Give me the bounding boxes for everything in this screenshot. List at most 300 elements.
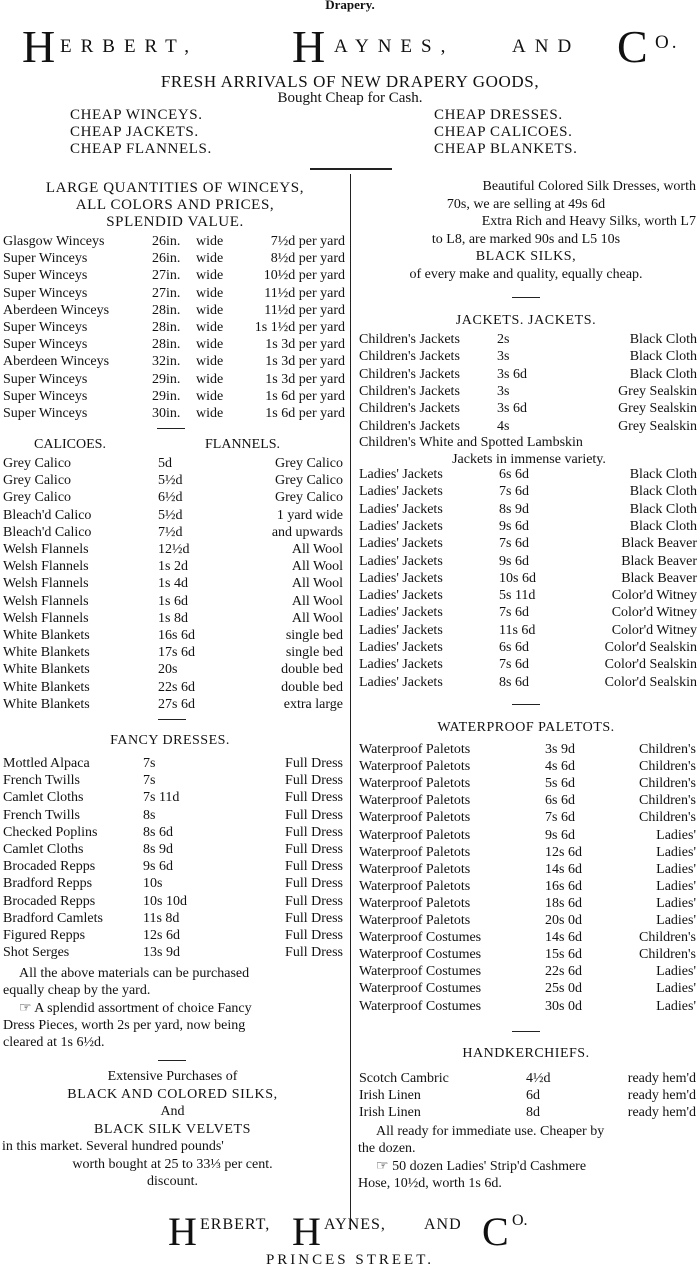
item-name: Waterproof Paletots bbox=[359, 913, 471, 928]
item-note: Full Dress bbox=[285, 876, 343, 892]
item-price: 22s 6d bbox=[545, 964, 582, 980]
item-name: Welsh Flannels bbox=[3, 593, 89, 609]
table-row bbox=[3, 524, 343, 541]
footer-initial-h2: H bbox=[292, 1209, 321, 1254]
item-width: 32in. bbox=[152, 354, 181, 370]
jackets-children-table bbox=[359, 331, 699, 435]
item-name: Ladies' Jackets bbox=[359, 570, 443, 586]
item-note: Children's bbox=[639, 793, 696, 809]
table-row bbox=[3, 541, 343, 558]
silks-line: worth bought at 25 to 33⅓ per cent. bbox=[72, 1156, 273, 1172]
item-note: All Wool bbox=[291, 576, 343, 592]
item-name: Super Winceys bbox=[3, 371, 88, 387]
item-price: 9s 6d bbox=[545, 827, 575, 843]
item-width: 28in. bbox=[152, 337, 181, 353]
item-price: 1s 4d bbox=[158, 576, 188, 592]
item-name: White Blankets bbox=[3, 679, 90, 695]
item-note: Children's bbox=[639, 776, 696, 792]
item-name: Waterproof Paletots bbox=[359, 844, 471, 860]
item-price: 7½d bbox=[158, 524, 183, 540]
cheap-right-item: CHEAP BLANKETS. bbox=[434, 141, 578, 157]
note-line: Dress Pieces, worth 2s per yard, now being bbox=[3, 1018, 246, 1034]
item-name: Children's Jackets bbox=[359, 349, 460, 365]
item-wide: wide bbox=[196, 234, 224, 249]
note-line: Hose, 10½d, worth 1s 6d. bbox=[358, 1176, 502, 1192]
item-name: Waterproof Paletots bbox=[359, 861, 471, 877]
item-wide: wide bbox=[196, 406, 224, 421]
item-name: Waterproof Paletots bbox=[359, 827, 471, 843]
fancy-table bbox=[3, 755, 343, 965]
item-name: Waterproof Costumes bbox=[359, 930, 482, 946]
item-name: Figured Repps bbox=[3, 928, 86, 943]
silks-line: Extensive Purchases of bbox=[107, 1069, 238, 1084]
calicoes-table bbox=[3, 455, 343, 715]
item-note: Full Dress bbox=[285, 893, 343, 909]
item-price: 5½d bbox=[158, 507, 183, 523]
item-wide: wide bbox=[196, 285, 224, 301]
table-row bbox=[359, 861, 699, 878]
item-price: 14s 6d bbox=[545, 861, 582, 877]
divider bbox=[158, 1060, 186, 1061]
item-price: 10s bbox=[143, 876, 163, 892]
table-row bbox=[359, 466, 699, 483]
waterproof-table bbox=[359, 741, 699, 1021]
note-text: A splendid assortment of choice Fancy bbox=[34, 1001, 252, 1016]
item-price: 1s 8d bbox=[158, 610, 188, 626]
silks-block bbox=[0, 1068, 345, 1191]
cheap-left-item: CHEAP JACKETS. bbox=[70, 124, 199, 140]
hk-note-2 bbox=[358, 1158, 696, 1192]
right-intro bbox=[356, 178, 696, 283]
table-row bbox=[359, 622, 699, 639]
table-row bbox=[359, 980, 699, 997]
table-row bbox=[3, 696, 343, 713]
table-row bbox=[359, 366, 699, 383]
item-name: Children's Jackets bbox=[359, 401, 460, 417]
table-row bbox=[359, 792, 699, 809]
footer-word-1: ERBERT, bbox=[200, 1216, 271, 1233]
item-note: Black Cloth bbox=[629, 366, 697, 382]
footer-word-2: AYNES, bbox=[324, 1216, 386, 1233]
item-note: Black Cloth bbox=[629, 467, 697, 482]
table-row bbox=[3, 233, 347, 250]
section-tag: Drapery. bbox=[325, 0, 375, 12]
item-price: 7s 11d bbox=[143, 790, 180, 806]
item-note: double bed bbox=[281, 679, 343, 695]
intro-line: 70s, we are selling at 49s 6d bbox=[446, 196, 606, 212]
item-price: 3s 6d bbox=[497, 401, 527, 417]
item-price: 16s 6d bbox=[158, 628, 195, 643]
table-row bbox=[3, 285, 347, 302]
cheap-right-item: CHEAP CALICOES. bbox=[434, 124, 573, 140]
item-name: Super Winceys bbox=[3, 320, 88, 335]
item-price: 5½d bbox=[158, 473, 183, 489]
item-note: Black Cloth bbox=[629, 518, 697, 534]
item-name: Ladies' Jackets bbox=[359, 518, 443, 534]
table-row bbox=[359, 1087, 699, 1104]
item-name: Waterproof Paletots bbox=[359, 793, 471, 809]
item-name: Aberdeen Winceys bbox=[3, 354, 110, 370]
table-row bbox=[3, 336, 347, 353]
table-row bbox=[3, 824, 343, 841]
item-wide: wide bbox=[196, 337, 224, 353]
item-price: 1s 1½d per yard bbox=[254, 320, 345, 335]
item-name: Grey Calico bbox=[3, 490, 72, 506]
item-name: Super Winceys bbox=[3, 251, 88, 267]
item-price: 15s 6d bbox=[545, 947, 582, 963]
item-price: 12s 6d bbox=[143, 928, 180, 943]
table-row bbox=[3, 575, 343, 592]
item-note: Black Cloth bbox=[629, 484, 697, 500]
table-row bbox=[3, 789, 343, 806]
item-note: Ladies' bbox=[656, 981, 696, 997]
item-price: 30s 0d bbox=[545, 998, 582, 1014]
item-price: 11s 8d bbox=[143, 910, 180, 926]
item-note: Children's bbox=[639, 930, 696, 946]
item-wide: wide bbox=[196, 302, 224, 318]
item-name: Camlet Cloths bbox=[3, 790, 84, 806]
note-line: equally cheap by the yard. bbox=[3, 983, 151, 999]
table-row bbox=[3, 661, 343, 678]
item-price: 6s 6d bbox=[499, 640, 529, 655]
table-row bbox=[359, 775, 699, 792]
item-name: French Twills bbox=[3, 773, 80, 789]
item-price: 7s 6d bbox=[499, 657, 529, 673]
item-width: 29in. bbox=[152, 388, 181, 404]
item-name: Waterproof Paletots bbox=[359, 759, 471, 775]
footer-street: PRINCES STREET. bbox=[265, 1252, 435, 1268]
item-note: Ladies' bbox=[656, 913, 696, 928]
item-note: Full Dress bbox=[285, 773, 343, 789]
firm-word-2: AYNES, bbox=[334, 36, 455, 57]
firm-word-1: ERBERT, bbox=[60, 36, 199, 57]
item-price: 8s 9d bbox=[499, 501, 529, 517]
item-name: Ladies' Jackets bbox=[359, 640, 443, 655]
flannels-heading: FLANNELS. bbox=[205, 437, 281, 452]
table-row bbox=[359, 809, 699, 826]
item-price: 7s 6d bbox=[499, 605, 529, 621]
table-row bbox=[3, 353, 347, 370]
item-name: Super Winceys bbox=[3, 388, 88, 404]
item-name: Ladies' Jackets bbox=[359, 674, 443, 690]
divider bbox=[512, 297, 540, 298]
item-wide: wide bbox=[196, 320, 224, 335]
item-price: 7s 6d bbox=[499, 484, 529, 500]
item-name: Waterproof Costumes bbox=[359, 981, 482, 997]
table-row bbox=[359, 1070, 699, 1087]
waterproof-heading: WATERPROOF PALETOTS. bbox=[437, 720, 615, 735]
item-name: Ladies' Jackets bbox=[359, 657, 443, 673]
handkerchiefs-table bbox=[359, 1070, 699, 1124]
item-price: 3s bbox=[497, 349, 510, 365]
item-price: 6½d bbox=[158, 490, 183, 506]
item-price: 3s 6d bbox=[497, 366, 527, 382]
table-row bbox=[3, 893, 343, 910]
item-price: 20s bbox=[158, 662, 178, 678]
table-row bbox=[3, 755, 343, 772]
item-name: Brocaded Repps bbox=[3, 859, 96, 875]
item-wide: wide bbox=[196, 354, 224, 370]
item-name: Super Winceys bbox=[3, 268, 88, 284]
silks-line: discount. bbox=[147, 1174, 198, 1189]
item-note: Full Dress bbox=[285, 842, 343, 857]
intro-line: of every make and quality, equally cheap. bbox=[409, 266, 643, 282]
item-note: Grey Calico bbox=[274, 473, 343, 489]
note-line: All ready for immediate use. Cheaper by bbox=[376, 1124, 605, 1139]
item-width: 28in. bbox=[152, 302, 181, 318]
item-price: 7½d per yard bbox=[270, 234, 345, 249]
item-price: 8s 9d bbox=[143, 842, 173, 857]
firm-initial-h1: H bbox=[22, 21, 56, 72]
item-name: White Blankets bbox=[3, 628, 90, 643]
note-line: the dozen. bbox=[358, 1141, 416, 1157]
item-note: Color'd Witney bbox=[611, 605, 697, 621]
table-row bbox=[359, 604, 699, 621]
item-price: 8s 6d bbox=[143, 824, 173, 840]
item-price: 8d bbox=[526, 1105, 540, 1121]
item-note: Black Beaver bbox=[621, 570, 697, 586]
table-row bbox=[3, 944, 343, 961]
item-name: Super Winceys bbox=[3, 337, 88, 353]
item-price: 10s 10d bbox=[143, 893, 187, 909]
item-note: Grey Sealskin bbox=[618, 418, 697, 434]
table-row bbox=[359, 331, 699, 348]
item-width: 27in. bbox=[152, 268, 181, 284]
table-row bbox=[3, 489, 343, 506]
table-row bbox=[3, 472, 343, 489]
item-price: 1s 6d per yard bbox=[265, 406, 345, 421]
cheap-right-item: CHEAP DRESSES. bbox=[434, 107, 563, 123]
item-price: 11½d per yard bbox=[264, 285, 345, 301]
fancy-heading: FANCY DRESSES. bbox=[110, 733, 230, 748]
item-price: 4s bbox=[497, 418, 510, 434]
item-note: and upwards bbox=[271, 524, 343, 540]
divider bbox=[158, 719, 186, 720]
item-name: Children's Jackets bbox=[359, 383, 460, 399]
table-row bbox=[3, 644, 343, 661]
item-price: 6s 6d bbox=[545, 793, 575, 809]
jackets-white-line: Children's White and Spotted Lambskin bbox=[359, 435, 583, 450]
divider bbox=[512, 1031, 540, 1032]
item-name: Waterproof Costumes bbox=[359, 964, 482, 980]
table-row bbox=[359, 741, 699, 758]
item-name: Super Winceys bbox=[3, 406, 88, 421]
item-name: Ladies' Jackets bbox=[359, 588, 443, 604]
item-price: 25s 0d bbox=[545, 981, 582, 997]
item-note: Color'd Witney bbox=[611, 588, 697, 604]
item-note: 1 yard wide bbox=[276, 507, 343, 523]
cheap-right-list bbox=[434, 107, 577, 158]
item-name: Waterproof Paletots bbox=[359, 878, 471, 894]
item-note: Full Dress bbox=[285, 859, 343, 875]
item-price: 12s 6d bbox=[545, 844, 582, 860]
item-name: Waterproof Paletots bbox=[359, 742, 471, 757]
table-row bbox=[359, 400, 699, 417]
item-note: All Wool bbox=[291, 559, 343, 575]
table-row bbox=[359, 656, 699, 673]
table-row bbox=[359, 501, 699, 518]
item-name: Irish Linen bbox=[359, 1088, 421, 1104]
item-price: 1s 6d per yard bbox=[265, 388, 345, 404]
table-row bbox=[3, 371, 347, 388]
item-note: Ladies' bbox=[656, 895, 696, 911]
table-row bbox=[359, 878, 699, 895]
silks-line: BLACK AND COLORED SILKS, bbox=[67, 1086, 278, 1102]
item-price: 18s 6d bbox=[545, 895, 582, 911]
handkerchiefs-heading: HANDKERCHIEFS. bbox=[462, 1046, 590, 1061]
item-name: Scotch Cambric bbox=[359, 1071, 449, 1086]
item-name: Children's Jackets bbox=[359, 332, 460, 347]
table-row bbox=[3, 807, 343, 824]
item-note: Color'd Sealskin bbox=[604, 674, 697, 690]
item-note: Full Dress bbox=[285, 756, 343, 771]
subheadline: Bought Cheap for Cash. bbox=[277, 90, 423, 106]
item-price: 5s 6d bbox=[545, 776, 575, 792]
intro-line: to L8, are marked 90s and L5 10s bbox=[431, 231, 621, 247]
winceys-table bbox=[3, 233, 347, 423]
item-name: Aberdeen Winceys bbox=[3, 302, 110, 318]
table-row bbox=[3, 927, 343, 944]
item-price: 22s 6d bbox=[158, 679, 195, 695]
silks-line: BLACK SILK VELVETS bbox=[93, 1121, 252, 1137]
item-name: Ladies' Jackets bbox=[359, 484, 443, 500]
intro-line: Extra Rich and Heavy Silks, worth L7 bbox=[481, 214, 696, 229]
item-note: ready hem'd bbox=[627, 1105, 696, 1121]
item-note: Full Dress bbox=[285, 824, 343, 840]
table-row bbox=[3, 558, 343, 575]
item-price: 9s 6d bbox=[499, 518, 529, 534]
item-price: 27s 6d bbox=[158, 696, 195, 712]
item-price: 3s 9d bbox=[545, 742, 575, 757]
table-row bbox=[359, 946, 699, 963]
item-name: White Blankets bbox=[3, 662, 90, 678]
item-width: 26in. bbox=[152, 234, 181, 249]
item-name: Ladies' Jackets bbox=[359, 501, 443, 517]
item-note: single bed bbox=[285, 628, 343, 643]
table-row bbox=[359, 587, 699, 604]
table-row bbox=[359, 929, 699, 946]
table-row bbox=[3, 593, 343, 610]
table-row bbox=[359, 348, 699, 365]
item-name: Checked Poplins bbox=[3, 824, 98, 840]
item-price: 9s 6d bbox=[143, 859, 173, 875]
header-divider bbox=[310, 168, 392, 170]
item-name: White Blankets bbox=[3, 645, 90, 661]
item-wide: wide bbox=[196, 371, 224, 387]
item-note: Grey Sealskin bbox=[618, 401, 697, 417]
item-price: 8s bbox=[143, 807, 156, 823]
table-row bbox=[359, 963, 699, 980]
item-name: Waterproof Costumes bbox=[359, 947, 482, 963]
item-name: French Twills bbox=[3, 807, 80, 823]
item-note: double bed bbox=[281, 662, 343, 678]
item-price: 10s 6d bbox=[499, 570, 536, 586]
table-row bbox=[359, 518, 699, 535]
item-name: Mottled Alpaca bbox=[3, 756, 90, 771]
footer-initial-h1: H bbox=[168, 1209, 197, 1254]
intro-line: Beautiful Colored Silk Dresses, worth bbox=[482, 179, 696, 194]
item-price: 17s 6d bbox=[158, 645, 195, 661]
note-line bbox=[358, 1158, 696, 1175]
firm-initial-c: C bbox=[617, 21, 648, 72]
table-row bbox=[359, 483, 699, 500]
item-note: Black Cloth bbox=[629, 349, 697, 365]
item-name: Welsh Flannels bbox=[3, 559, 89, 575]
item-price: 9s 6d bbox=[499, 553, 529, 569]
firm-title bbox=[0, 21, 700, 74]
item-price: 4½d bbox=[526, 1071, 551, 1086]
silks-line: And bbox=[160, 1104, 185, 1119]
firm-word-4: O. bbox=[655, 32, 680, 53]
table-row bbox=[3, 858, 343, 875]
item-price: 1s 3d per yard bbox=[265, 371, 345, 387]
item-name: Ladies' Jackets bbox=[359, 605, 443, 621]
note-line: All the above materials can be purchased bbox=[19, 966, 250, 981]
item-price: 7s bbox=[143, 773, 156, 789]
item-price: 1s 3d per yard bbox=[265, 354, 345, 370]
item-price: 5d bbox=[158, 456, 172, 471]
item-price: 10½d per yard bbox=[263, 268, 345, 284]
item-price: 4s 6d bbox=[545, 759, 575, 775]
item-note: Full Dress bbox=[285, 790, 343, 806]
item-note: All Wool bbox=[291, 610, 343, 626]
winceys-heading-line: ALL COLORS AND PRICES, bbox=[75, 197, 275, 213]
table-row bbox=[3, 910, 343, 927]
item-name: Grey Calico bbox=[3, 473, 72, 489]
item-wide: wide bbox=[196, 268, 224, 284]
item-price: 6d bbox=[526, 1088, 540, 1104]
item-note: All Wool bbox=[291, 542, 343, 557]
table-row bbox=[3, 772, 343, 789]
note-line bbox=[3, 1000, 341, 1017]
item-name: Ladies' Jackets bbox=[359, 536, 443, 552]
item-name: Brocaded Repps bbox=[3, 893, 96, 909]
cheap-left-list bbox=[70, 107, 212, 158]
jackets-variety-line: Jackets in immense variety. bbox=[452, 452, 606, 467]
item-name: Bradford Repps bbox=[3, 876, 93, 892]
footer-firm bbox=[0, 1208, 700, 1253]
item-name: Welsh Flannels bbox=[3, 610, 89, 626]
item-note: Color'd Sealskin bbox=[604, 657, 697, 673]
item-name: Camlet Cloths bbox=[3, 842, 84, 857]
item-price: 8s 6d bbox=[499, 674, 529, 690]
item-note: Full Dress bbox=[285, 807, 343, 823]
item-width: 29in. bbox=[152, 371, 181, 387]
table-row bbox=[3, 610, 343, 627]
table-row bbox=[3, 455, 343, 472]
item-price: 16s 6d bbox=[545, 878, 582, 894]
table-row bbox=[3, 875, 343, 892]
item-price: 11s 6d bbox=[499, 622, 536, 638]
item-price: 11½d per yard bbox=[264, 302, 345, 318]
table-row bbox=[359, 639, 699, 656]
item-name: Grey Calico bbox=[3, 456, 72, 471]
item-width: 26in. bbox=[152, 251, 181, 267]
item-price: 7s 6d bbox=[545, 810, 575, 826]
item-note: ready hem'd bbox=[627, 1088, 696, 1104]
item-name: Bleach'd Calico bbox=[3, 524, 92, 540]
item-name: Waterproof Paletots bbox=[359, 895, 471, 911]
note-text: 50 dozen Ladies' Strip'd Cashmere bbox=[392, 1159, 587, 1174]
item-width: 28in. bbox=[152, 320, 181, 335]
item-price: 12½d bbox=[158, 542, 190, 557]
item-note: Ladies' bbox=[656, 844, 696, 860]
item-name: Waterproof Paletots bbox=[359, 776, 471, 792]
winceys-heading-line: LARGE QUANTITIES OF WINCEYS, bbox=[45, 180, 305, 196]
table-row bbox=[3, 267, 347, 284]
silks-line: in this market. Several hundred pounds' bbox=[2, 1139, 224, 1154]
cheap-left-item: CHEAP WINCEYS. bbox=[70, 107, 203, 123]
